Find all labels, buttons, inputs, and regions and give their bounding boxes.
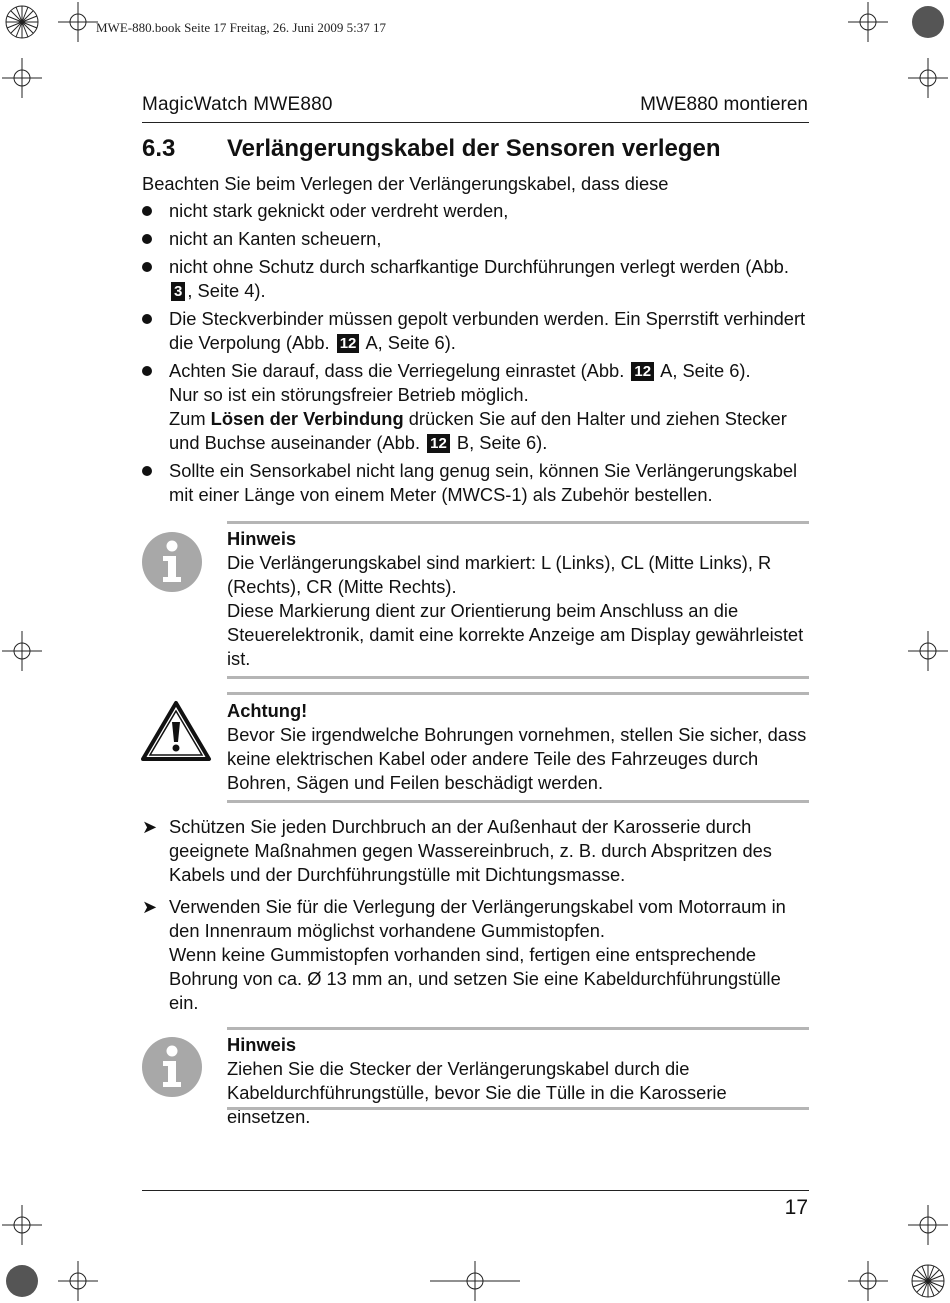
figure-ref-badge: 3	[171, 282, 185, 301]
header-rule	[142, 122, 809, 123]
note-rule-bottom	[227, 1107, 809, 1110]
figure-ref-badge: 12	[631, 362, 654, 381]
warning-rule-bottom	[227, 800, 809, 803]
list-item: Achten Sie darauf, dass die Verriegelung einrastet (Abb. 12 A, Seite 6). Nur so ist ein störungsfreier Betrieb möglich. Zum Lösen der Verbindung drücken Sie auf den Halter und ziehen Stecker und Buchse auseinander (Abb. 12 B, Seite 6).	[142, 359, 809, 455]
step-list	[142, 815, 809, 1023]
warning-title: Achtung!	[227, 700, 308, 721]
header-product-name: MagicWatch MWE880	[142, 94, 333, 115]
page-number: 17	[784, 1196, 808, 1219]
list-item: Die Steckverbinder müssen gepolt verbunden werden. Ein Sperrstift verhindert die Verpolung (Abb. 12 A, Seite 6).	[142, 307, 809, 355]
figure-ref-badge: 12	[337, 334, 360, 353]
bullet-dot-icon	[142, 366, 152, 376]
list-item: nicht ohne Schutz durch scharfkantige Durchführungen verlegt werden (Abb. 3 , Seite 4).	[142, 255, 809, 303]
section-number: 6.3	[142, 135, 176, 162]
warning-text: Bevor Sie irgendwelche Bohrungen vornehmen, stellen Sie sicher, dass keine elektrischen Kabel oder andere Teile des Fahrzeuges durch Bohren, Sägen und Feilen beschädigt werden.	[227, 724, 807, 793]
bullet-dot-icon	[142, 314, 152, 324]
info-icon	[141, 1036, 203, 1098]
bullet-dot-icon	[142, 466, 152, 476]
note-title: Hinweis	[227, 1034, 297, 1055]
print-slug: MWE-880.book Seite 17 Freitag, 26. Juni 2009 5:37 17	[96, 20, 386, 35]
note-rule-top	[227, 521, 809, 524]
note-title: Hinweis	[227, 528, 297, 549]
bullet-dot-icon	[142, 206, 152, 216]
note-text: Ziehen Sie die Stecker der Verlängerungskabel durch die Kabeldurchführungstülle, bevor Sie die Tülle in die Karosserie einsetzen.	[227, 1058, 727, 1127]
intro-text: Beachten Sie beim Verlegen der Verlängerungskabel, dass diese	[142, 173, 669, 194]
note-rule-top	[227, 1027, 809, 1030]
arrow-right-icon: ➤	[142, 817, 158, 837]
note-text: Die Verlängerungskabel sind markiert: L (Links), CL (Mitte Links), R (Rechts), CR (Mitte Rechts). Diese Markierung dient zur Orientierung beim Anschluss an die Steuerelektronik, damit eine korrekte Anzeige am Display gewährleistet ist.	[227, 552, 804, 669]
list-item: nicht an Kanten scheuern,	[142, 227, 809, 251]
arrow-right-icon: ➤	[142, 897, 158, 917]
bullet-dot-icon	[142, 262, 152, 272]
list-item: ➤ Schützen Sie jeden Durchbruch an der Außenhaut der Karosserie durch geeignete Maßnahmen gegen Wassereinbruch, z. B. durch Abspritzen des Kabels und der Durchführungstülle mit Dichtungsmasse.	[142, 816, 772, 885]
bullet-dot-icon	[142, 234, 152, 244]
warning-triangle-icon	[140, 700, 212, 762]
footer-rule	[142, 1190, 809, 1191]
bullet-list	[142, 199, 809, 511]
figure-ref-badge: 12	[427, 434, 450, 453]
list-item: nicht stark geknickt oder verdreht werden,	[142, 199, 809, 223]
note-rule-bottom	[227, 676, 809, 679]
section-title: Verlängerungskabel der Sensoren verlegen	[227, 135, 721, 162]
list-item: ➤ Verwenden Sie für die Verlegung der Verlängerungskabel vom Motorraum in den Innenraum möglichst vorhandene Gummistopfen. Wenn keine Gummistopfen vorhanden sind, fertigen eine entsprechende Bohrung von ca. Ø 13 mm an, und setzen Sie eine Kabeldurchführungstülle ein.	[142, 896, 786, 1013]
list-item: Sollte ein Sensorkabel nicht lang genug sein, können Sie Verlängerungskabel mit einer Länge von einem Meter (MWCS-1) als Zubehör bestellen.	[142, 459, 809, 507]
info-icon	[141, 531, 203, 593]
header-chapter-title: MWE880 montieren	[640, 94, 808, 115]
warning-rule-top	[227, 692, 809, 695]
